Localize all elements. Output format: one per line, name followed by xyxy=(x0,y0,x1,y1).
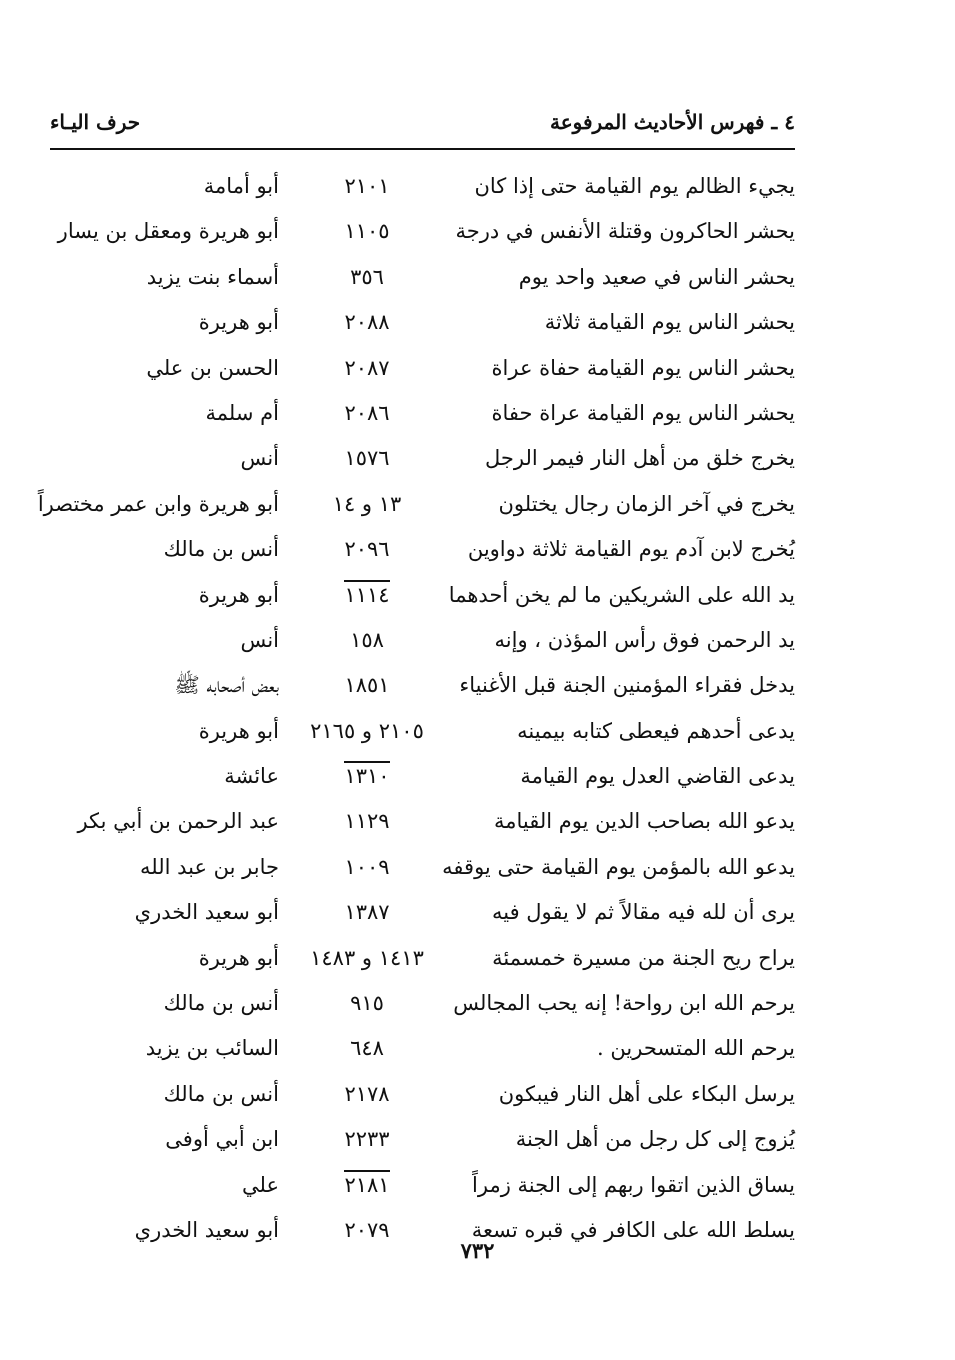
hadith-number-value: ١٣١٠ xyxy=(344,761,389,788)
hadith-text: يدعو الله بصاحب الدين يوم القيامة xyxy=(493,809,795,834)
hadith-number-value: ٢١٨١ xyxy=(344,1170,389,1197)
narrator: أسماء بنت يزيد xyxy=(146,264,279,289)
index-row xyxy=(40,937,795,982)
hadith-number-value: ١٣٨٧ xyxy=(344,900,390,925)
hadith-number-value: ٢١٠١ xyxy=(344,174,390,198)
hadith-text: يراح ريح الجنة من مسيرة خمسمئة xyxy=(492,945,795,970)
narrator: أبو هريرة xyxy=(198,945,279,970)
hadith-number xyxy=(307,761,427,791)
hadith-number xyxy=(307,625,427,655)
letter-title: حرف اليـاء xyxy=(50,110,141,134)
hadith-number xyxy=(307,580,427,610)
hadith-number-value: ١٥٧٦ xyxy=(344,446,390,471)
narrator: أنس بن مالك xyxy=(163,537,279,562)
hadith-number-value: ١٠٠٩ xyxy=(344,854,390,879)
hadith-number-value: ١٨٥١ xyxy=(344,673,390,698)
hadith-text: يخرج في آخر الزمان رجال يختلون xyxy=(498,491,795,516)
narrator: جابر بن عبد الله xyxy=(139,854,279,879)
hadith-number xyxy=(307,852,427,882)
narrator: ابن أبي أوفى xyxy=(165,1127,279,1152)
running-header xyxy=(50,108,795,144)
hadith-text: يحشر الحاكرون وقتلة الأنفس في درجة xyxy=(455,219,795,244)
narrator: الحسن بن علي xyxy=(146,355,279,380)
hadith-number-value: ٢٠٩٦ xyxy=(344,537,390,562)
hadith-text: يرحم الله ابن رواحة! إنه يحب المجالس xyxy=(453,991,795,1016)
hadith-number-value: ٢٠٧٩ xyxy=(344,1217,390,1242)
index-row xyxy=(40,846,795,891)
hadith-number-value: ١١١٤ xyxy=(344,580,389,607)
hadith-number-value: ٢١٠٥ و ٢١٦٥ xyxy=(310,718,424,743)
index-row xyxy=(40,1164,795,1209)
index-row xyxy=(40,619,795,664)
hadith-number xyxy=(307,1124,427,1154)
narrator: السائب بن يزيد xyxy=(145,1036,279,1061)
index-row xyxy=(40,755,795,800)
hadith-number-value: ٣٥٦ xyxy=(350,264,384,289)
index-row xyxy=(40,800,795,845)
index-row xyxy=(40,574,795,619)
hadith-number xyxy=(307,398,427,428)
index-row xyxy=(40,347,795,392)
narrator: أبو هريرة xyxy=(198,582,279,607)
hadith-text: يدعى أحدهم فيعطى كتابه بيمينه xyxy=(517,718,795,743)
hadith-text: يحشر الناس يوم القيامة حفاة عراة xyxy=(491,355,795,380)
index-row xyxy=(40,891,795,936)
narrator: أبو هريرة وابن عمر مختصراً xyxy=(37,491,279,516)
index-row xyxy=(40,664,795,709)
hadith-text: يُخرج لابن آدم يوم القيامة ثلاثة دواوين xyxy=(467,537,795,562)
hadith-text: يرى أن لله فيه مقالاً ثم لا يقول فيه xyxy=(491,900,795,925)
hadith-number xyxy=(307,670,427,700)
index-row xyxy=(40,165,795,210)
narrator: بعض أصحابه ﷺ xyxy=(174,673,279,698)
index-row xyxy=(40,256,795,301)
hadith-number-value: ١٣ و ١٤ xyxy=(332,491,402,516)
index-row xyxy=(40,1073,795,1118)
hadith-number xyxy=(307,353,427,383)
hadith-number xyxy=(307,443,427,473)
hadith-index-list xyxy=(37,165,795,1254)
hadith-text: يرسل البكاء على أهل النار فيبكون xyxy=(498,1081,795,1106)
index-row xyxy=(40,1118,795,1163)
hadith-number-value: ١١٠٥ xyxy=(344,219,390,244)
hadith-text: يرحم الله المتسحرين . xyxy=(597,1036,795,1061)
hadith-text: يسلط الله على الكافر في قبره تسعة xyxy=(471,1217,795,1242)
hadith-number xyxy=(307,1079,427,1109)
index-row xyxy=(40,1027,795,1072)
hadith-text: يد الرحمن فوق رأس المؤذن ، وإنه xyxy=(494,627,795,652)
narrator: أنس xyxy=(240,627,279,652)
narrator: أبو هريرة ومعقل بن يسار xyxy=(57,219,279,244)
hadith-number xyxy=(307,988,427,1018)
narrator: أبو هريرة xyxy=(198,718,279,743)
narrator: أنس بن مالك xyxy=(163,991,279,1016)
hadith-number-value: ٩١٥ xyxy=(350,991,384,1016)
narrator: علي xyxy=(242,1172,279,1197)
hadith-number xyxy=(307,897,427,927)
hadith-number xyxy=(307,716,427,746)
narrator: أبو أمامة xyxy=(203,174,279,198)
hadith-text: يجيء الظالم يوم القيامة حتى إذا كان xyxy=(474,174,795,198)
hadith-number xyxy=(307,262,427,292)
narrator: أم سلمة xyxy=(205,400,279,425)
hadith-number-value: ٢٠٨٦ xyxy=(344,400,390,425)
hadith-text: يدخل فقراء المؤمنين الجنة قبل الأغنياء xyxy=(459,673,795,698)
hadith-number-value: ٢٠٨٨ xyxy=(344,310,390,335)
index-row xyxy=(40,710,795,755)
index-row xyxy=(40,528,795,573)
index-row xyxy=(40,301,795,346)
hadith-number-value: ١٤١٣ و ١٤٨٣ xyxy=(310,945,424,970)
hadith-number-value: ٦٤٨ xyxy=(350,1036,384,1061)
header-divider xyxy=(50,148,795,150)
narrator: عائشة xyxy=(224,764,279,789)
hadith-number xyxy=(307,1033,427,1063)
index-row xyxy=(40,437,795,482)
hadith-text: يخرج خلق من أهل النار فيمر الرجل xyxy=(484,446,795,471)
hadith-number-value: ٢٠٨٧ xyxy=(344,355,390,380)
index-row xyxy=(40,210,795,255)
index-row xyxy=(40,392,795,437)
index-row xyxy=(40,982,795,1027)
hadith-number xyxy=(307,943,427,973)
hadith-text: يحشر الناس يوم القيامة ثلاثة xyxy=(544,310,795,335)
section-title: ٤ ـ فهرس الأحاديث المرفوعة xyxy=(549,110,795,134)
narrator: عبد الرحمن بن أبي بكر xyxy=(77,809,279,834)
narrator: أبو سعيد الخدري xyxy=(134,900,279,925)
hadith-text: يدعو الله بالمؤمن يوم القيامة حتى يوقفه xyxy=(442,854,795,879)
page-number: ٧٣٢ xyxy=(460,1238,495,1263)
hadith-text: يدعى القاضي العدل يوم القيامة xyxy=(520,764,795,789)
hadith-number xyxy=(307,307,427,337)
narrator: أنس xyxy=(240,446,279,471)
hadith-text: يحشر الناس يوم القيامة عراة حفاة xyxy=(491,400,795,425)
hadith-number xyxy=(307,489,427,519)
narrator: أبو سعيد الخدري xyxy=(134,1217,279,1242)
hadith-number xyxy=(307,806,427,836)
hadith-text: يد الله على الشريكين ما لم يخن أحدهما xyxy=(448,582,795,607)
hadith-number xyxy=(307,216,427,246)
hadith-text: يُزوج إلى كل رجل من أهل الجنة xyxy=(515,1127,795,1152)
hadith-text: يساق الذين اتقوا ربهم إلى الجنة زمراً xyxy=(472,1172,795,1197)
hadith-number-value: ١١٢٩ xyxy=(344,809,390,834)
hadith-number-value: ٢٢٣٣ xyxy=(344,1127,390,1152)
index-row xyxy=(37,483,795,528)
hadith-number-value: ١٥٨ xyxy=(350,627,384,652)
hadith-number xyxy=(307,534,427,564)
narrator: أبو هريرة xyxy=(198,310,279,335)
hadith-number-value: ٢١٧٨ xyxy=(344,1081,390,1106)
hadith-text: يحشر الناس في صعيد واحد يوم xyxy=(518,264,795,289)
hadith-number xyxy=(307,1170,427,1200)
narrator: أنس بن مالك xyxy=(163,1081,279,1106)
hadith-number xyxy=(307,171,427,201)
